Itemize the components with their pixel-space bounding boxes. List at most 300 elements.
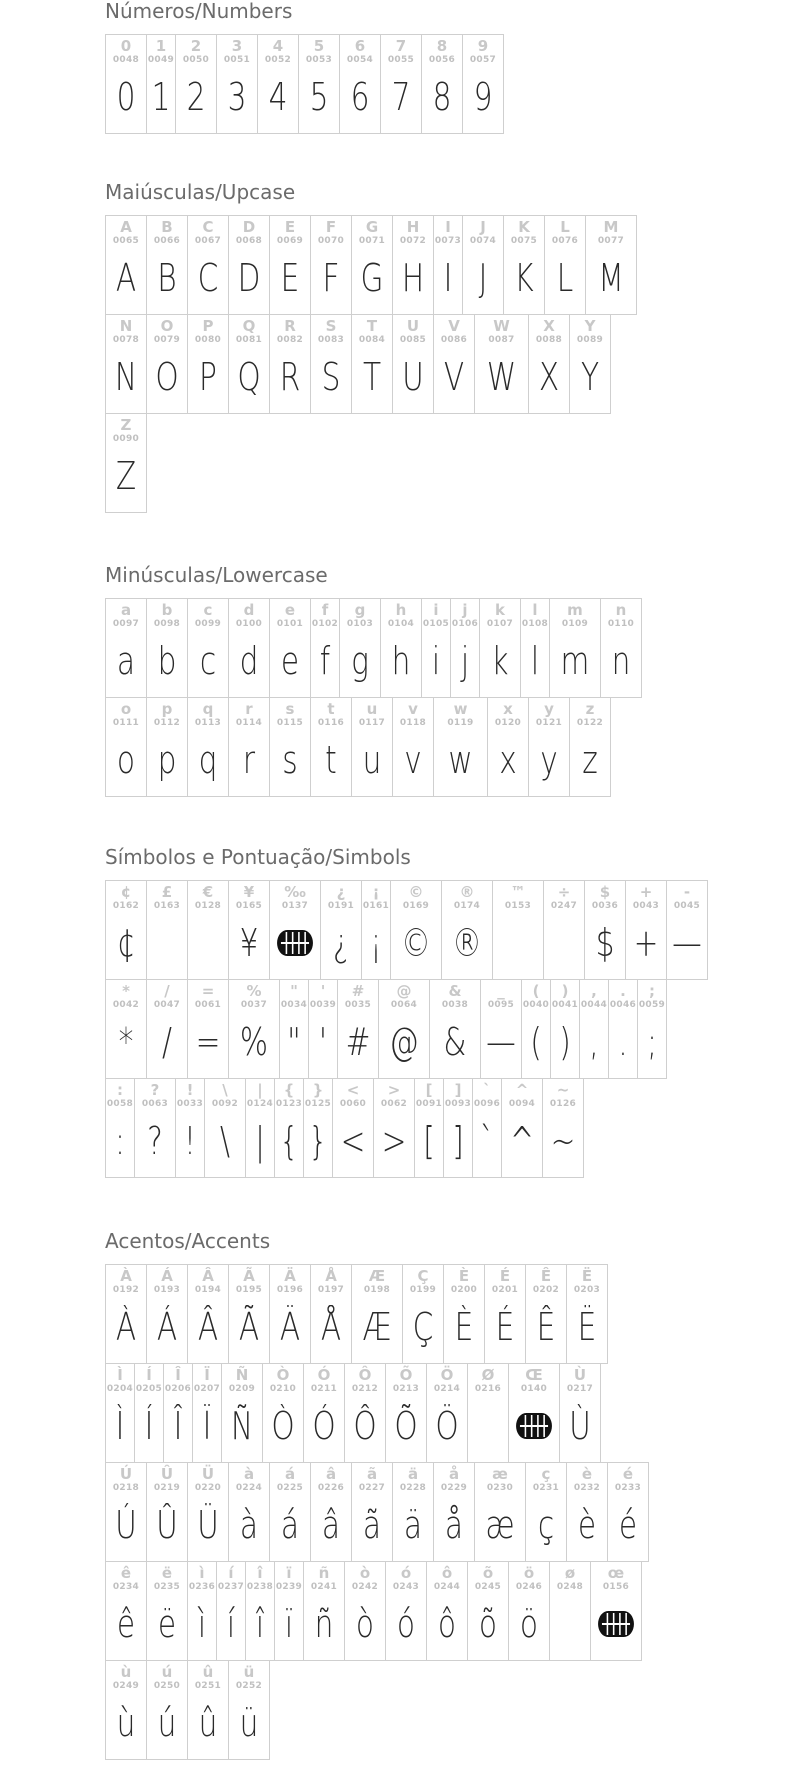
glyph-sample: ? — [147, 1119, 163, 1163]
glyph-row — [105, 979, 707, 1078]
glyph-cell — [492, 880, 544, 980]
glyph-sample: K — [514, 256, 534, 300]
glyph-code: 0052 — [264, 55, 292, 65]
glyph-code: 0128 — [194, 901, 222, 911]
glyph-sample: Î — [173, 1404, 183, 1448]
glyph-cell — [392, 697, 434, 797]
glyph-cell — [569, 697, 611, 797]
glyph-code: 0199 — [409, 1285, 437, 1295]
glyph-code: 0229 — [440, 1483, 468, 1493]
glyph-character-label: Î — [175, 1366, 181, 1384]
glyph-character-label: Ü — [201, 1465, 215, 1483]
glyph-code: 0153 — [504, 901, 532, 911]
glyph-row — [105, 314, 636, 413]
glyph-cell — [443, 1264, 485, 1364]
glyph-character-label: m — [567, 601, 583, 619]
glyph-code: 0248 — [556, 1582, 584, 1592]
glyph-character-label: Ù — [573, 1366, 587, 1384]
glyph-sample: ã — [362, 1503, 382, 1547]
glyph-row — [105, 598, 641, 697]
glyph-cell — [187, 598, 229, 698]
glyph-character-label: # — [351, 982, 365, 1000]
glyph-sample: ï — [284, 1602, 294, 1646]
glyph-sample: > — [381, 1119, 407, 1163]
glyph-code: 0234 — [112, 1582, 140, 1592]
glyph-character-label: p — [161, 700, 173, 718]
glyph-cell — [373, 1078, 415, 1178]
glyph-code: 0231 — [532, 1483, 560, 1493]
glyph-character-label: Ï — [204, 1366, 210, 1384]
glyph-code: 0093 — [444, 1099, 472, 1109]
glyph-cell — [269, 314, 311, 414]
glyph-character-label: ø — [564, 1564, 576, 1582]
glyph-code: 0163 — [153, 901, 181, 911]
glyph-sample: Ü — [197, 1503, 219, 1547]
glyph-character-label: H — [406, 218, 420, 236]
glyph-sample: É — [495, 1305, 515, 1349]
glyph-code: 0219 — [153, 1483, 181, 1493]
glyph-code: 0236 — [188, 1582, 216, 1592]
glyph-sample: x — [499, 738, 517, 782]
glyph-character-label: Ã — [243, 1267, 255, 1285]
glyph-cell — [146, 1561, 188, 1661]
glyph-character-label: O — [160, 317, 174, 335]
glyph-sample: O — [155, 355, 179, 399]
glyph-sample: ê — [116, 1602, 136, 1646]
glyph-code: 0192 — [112, 1285, 140, 1295]
glyph-character-label: Â — [202, 1267, 214, 1285]
glyph-character-label: ë — [161, 1564, 173, 1582]
glyph-sample: / — [162, 1020, 172, 1064]
glyph-cell — [549, 598, 601, 698]
glyph-sample: 6 — [350, 75, 370, 119]
glyph-code: 0205 — [135, 1384, 163, 1394]
glyph-cell — [528, 314, 570, 414]
glyph-section — [105, 1230, 648, 1759]
glyph-cell — [216, 1561, 246, 1661]
glyph-cell — [543, 880, 585, 980]
glyph-sample: % — [239, 1020, 269, 1064]
glyph-character-label: j — [462, 601, 468, 619]
glyph-code: 0106 — [451, 619, 479, 629]
section-title: Símbolos e Pontuação/Simbols — [105, 845, 411, 869]
glyph-character-label: 8 — [436, 37, 448, 55]
glyph-sample: q — [198, 738, 218, 782]
glyph-sample: r — [242, 738, 256, 782]
glyph-cell — [146, 697, 188, 797]
glyph-sample: M — [598, 256, 624, 300]
glyph-cell — [310, 314, 352, 414]
glyph-character-label: Ê — [540, 1267, 552, 1285]
glyph-sample: L — [556, 256, 574, 300]
glyph-code: 0226 — [317, 1483, 345, 1493]
glyph-sample: c — [199, 639, 217, 683]
glyph-sample: ë — [157, 1602, 177, 1646]
glyph-cell — [600, 598, 642, 698]
glyph-code: 0113 — [194, 718, 222, 728]
glyph-sample: Ú — [115, 1503, 137, 1547]
oe-ligature-icon — [276, 929, 313, 957]
glyph-cell — [385, 1363, 427, 1463]
glyph-character-label: Ë — [581, 1267, 593, 1285]
glyph-code: 0239 — [275, 1582, 303, 1592]
glyph-code: 0218 — [112, 1483, 140, 1493]
glyph-character-label: ¥ — [243, 883, 255, 901]
glyph-sample: $ — [595, 921, 615, 965]
glyph-cell — [310, 1264, 352, 1364]
glyph-character-label: © — [408, 883, 424, 901]
glyph-row — [105, 34, 503, 133]
glyph-character-label: t — [327, 700, 335, 718]
glyph-code: 0075 — [510, 236, 538, 246]
glyph-sample: ¥ — [239, 921, 259, 965]
glyph-character-label: D — [242, 218, 256, 236]
glyph-sample: È — [454, 1305, 474, 1349]
glyph-character-label: Ò — [276, 1366, 290, 1384]
glyph-sample: ) — [559, 1020, 571, 1064]
glyph-cell — [337, 979, 379, 1079]
glyph-cell — [187, 314, 229, 414]
glyph-sample: ç — [537, 1503, 555, 1547]
glyph-code: 0243 — [392, 1582, 420, 1592]
glyph-cell — [433, 697, 488, 797]
glyph-sample: ! — [184, 1119, 196, 1163]
glyph-cell — [146, 979, 188, 1079]
glyph-code: 0105 — [422, 619, 450, 629]
glyph-character-label: Œ — [525, 1366, 543, 1384]
glyph-sample: { — [279, 1119, 299, 1163]
glyph-code: 0102 — [311, 619, 339, 629]
glyph-cell — [134, 1363, 164, 1463]
glyph-sample: < — [340, 1119, 366, 1163]
glyph-cell — [105, 1078, 135, 1178]
glyph-cell — [310, 598, 340, 698]
glyph-cell — [245, 1078, 275, 1178]
glyph-sample: Ñ — [230, 1404, 254, 1448]
glyph-character-label: ì — [199, 1564, 205, 1582]
glyph-character-label: á — [284, 1465, 296, 1483]
glyph-sample: F — [322, 256, 340, 300]
glyph-cell — [480, 979, 522, 1079]
glyph-sample — [499, 912, 538, 978]
glyph-cell — [298, 34, 340, 134]
glyph-character-label: È — [458, 1267, 470, 1285]
glyph-character-label: õ — [482, 1564, 494, 1582]
glyph-character-label: ) — [561, 982, 569, 1000]
glyph-character-label: ó — [400, 1564, 412, 1582]
glyph-cell — [474, 1462, 526, 1562]
glyph-cell — [520, 598, 550, 698]
glyph-sample: 0 — [116, 75, 136, 119]
glyph-grid — [105, 1264, 648, 1759]
glyph-sample: à — [239, 1503, 259, 1547]
glyph-character-label: 7 — [395, 37, 407, 55]
glyph-cell — [303, 1363, 345, 1463]
glyph-sample: Ï — [202, 1404, 212, 1448]
glyph-cell — [105, 598, 147, 698]
glyph-code: 0247 — [550, 901, 578, 911]
glyph-row — [105, 1462, 648, 1561]
glyph-code: 0044 — [580, 1000, 608, 1010]
glyph-cell — [528, 697, 570, 797]
glyph-cell — [228, 215, 270, 315]
glyph-code: 0161 — [362, 901, 390, 911]
glyph-character-label: 2 — [190, 37, 202, 55]
glyph-code: 0209 — [228, 1384, 256, 1394]
glyph-character-label: Ö — [440, 1366, 454, 1384]
glyph-cell — [187, 1561, 217, 1661]
glyph-character-label: 3 — [231, 37, 243, 55]
glyph-character-label: À — [120, 1267, 132, 1285]
glyph-grid — [105, 880, 707, 1177]
glyph-code: 0244 — [433, 1582, 461, 1592]
glyph-sample: Y — [580, 355, 600, 399]
glyph-cell — [351, 314, 393, 414]
glyph-sample: = — [195, 1020, 221, 1064]
glyph-cell — [187, 215, 229, 315]
glyph-sample: ` — [479, 1119, 495, 1163]
glyph-character-label: + — [639, 883, 653, 901]
glyph-code: 0224 — [235, 1483, 263, 1493]
glyph-character-label: ¿ — [336, 883, 346, 901]
glyph-sample: 9 — [473, 75, 493, 119]
glyph-character-label: U — [406, 317, 420, 335]
glyph-sample — [554, 1593, 585, 1659]
glyph-cell — [508, 1561, 550, 1661]
glyph-character-label: _ — [497, 982, 505, 1000]
glyph-sample: 4 — [268, 75, 288, 119]
glyph-cell — [105, 413, 147, 513]
glyph-code: 0196 — [276, 1285, 304, 1295]
glyph-cell — [559, 1363, 601, 1463]
glyph-code: 0067 — [194, 236, 222, 246]
glyph-sample: Ì — [115, 1404, 125, 1448]
glyph-code: 0045 — [673, 901, 701, 911]
glyph-character-label: > — [387, 1081, 401, 1099]
glyph-code: 0114 — [235, 718, 263, 728]
glyph-cell — [105, 314, 147, 414]
glyph-row — [105, 1363, 648, 1462]
glyph-cell — [390, 880, 442, 980]
glyph-character-label: ™ — [510, 883, 526, 901]
glyph-character-label: 1 — [155, 37, 167, 55]
glyph-sample: d — [239, 639, 259, 683]
glyph-character-label: ü — [243, 1663, 255, 1681]
glyph-sample: f — [319, 639, 331, 683]
glyph-code: 0200 — [450, 1285, 478, 1295]
glyph-code: 0033 — [176, 1099, 204, 1109]
glyph-code: 0092 — [211, 1099, 239, 1109]
glyph-cell — [308, 979, 338, 1079]
glyph-character-label: € — [202, 883, 214, 901]
glyph-character-label: ( — [532, 982, 540, 1000]
glyph-code: 0059 — [638, 1000, 666, 1010]
glyph-cell — [525, 1264, 567, 1364]
glyph-code: 0066 — [153, 236, 181, 246]
glyph-character-label: â — [325, 1465, 337, 1483]
glyph-cell — [351, 1264, 403, 1364]
glyph-sample: I — [443, 256, 453, 300]
glyph-cell — [221, 1363, 263, 1463]
glyph-cell — [192, 1363, 222, 1463]
glyph-sample: & — [443, 1020, 467, 1064]
glyph-sample: S — [321, 355, 341, 399]
glyph-cell — [550, 979, 580, 1079]
glyph-cell — [269, 598, 311, 698]
glyph-cell — [402, 1264, 444, 1364]
glyph-sample: o — [116, 738, 136, 782]
glyph-character-label: E — [284, 218, 296, 236]
glyph-code: 0091 — [415, 1099, 443, 1109]
glyph-character-label: Ì — [117, 1366, 123, 1384]
glyph-code: 0112 — [153, 718, 181, 728]
glyph-code: 0242 — [351, 1582, 379, 1592]
glyph-code: 0050 — [182, 55, 210, 65]
glyph-code: 0071 — [358, 236, 386, 246]
glyph-sample: ; — [647, 1020, 657, 1064]
glyph-code: 0101 — [276, 619, 304, 629]
glyph-sample: J — [478, 256, 488, 300]
section-title: Acentos/Accents — [105, 1229, 271, 1253]
glyph-sample: ® — [452, 921, 482, 965]
glyph-character-label: ! — [186, 1081, 194, 1099]
glyph-character-label: ã — [366, 1465, 378, 1483]
glyph-code: 0086 — [440, 335, 468, 345]
glyph-character-label: w — [453, 700, 468, 718]
glyph-code: 0100 — [235, 619, 263, 629]
glyph-character-label: œ — [607, 1564, 625, 1582]
glyph-cell — [344, 1561, 386, 1661]
glyph-character-label: n — [615, 601, 627, 619]
glyph-sample: s — [282, 738, 298, 782]
glyph-sample: õ — [478, 1602, 498, 1646]
glyph-sample: + — [633, 921, 659, 965]
glyph-sample: P — [199, 355, 217, 399]
glyph-cell — [351, 1462, 393, 1562]
glyph-sample: C — [197, 256, 219, 300]
glyph-cell — [521, 979, 551, 1079]
glyph-code: 0197 — [317, 1285, 345, 1295]
glyph-character-label: k — [495, 601, 505, 619]
glyph-sample — [548, 912, 579, 978]
glyph-code: 0122 — [576, 718, 604, 728]
glyph-cell — [187, 979, 229, 1079]
glyph-code: 0048 — [112, 55, 140, 65]
glyph-code: 0212 — [351, 1384, 379, 1394]
glyph-cell — [344, 1363, 386, 1463]
glyph-sample: æ — [485, 1503, 515, 1547]
glyph-sample: Í — [144, 1404, 154, 1448]
glyph-cell — [216, 34, 258, 134]
glyph-character-label: K — [518, 218, 530, 236]
glyph-cell — [175, 34, 217, 134]
glyph-cell — [351, 697, 393, 797]
glyph-cell — [579, 979, 609, 1079]
glyph-sample — [472, 1395, 503, 1461]
glyph-code: 0049 — [147, 55, 175, 65]
glyph-character-label: G — [365, 218, 379, 236]
glyph-sample: á — [280, 1503, 300, 1547]
glyph-code: 0074 — [469, 236, 497, 246]
glyph-sample: û — [198, 1701, 218, 1745]
glyph-sample: Ä — [279, 1305, 301, 1349]
glyph-sample: ú — [157, 1701, 177, 1745]
glyph-sample: i — [431, 639, 441, 683]
glyph-sample: 5 — [309, 75, 329, 119]
glyph-cell — [228, 697, 270, 797]
glyph-character-label: Ä — [284, 1267, 296, 1285]
glyph-sample: w — [448, 738, 473, 782]
glyph-code: 0072 — [399, 236, 427, 246]
glyph-character-label: ä — [407, 1465, 419, 1483]
glyph-sample: © — [401, 921, 431, 965]
glyph-character-label: û — [202, 1663, 214, 1681]
glyph-cell — [228, 598, 270, 698]
glyph-sample: . — [618, 1020, 628, 1064]
glyph-cell — [187, 1660, 229, 1760]
glyph-code: 0034 — [280, 1000, 308, 1010]
glyph-character-label: F — [325, 218, 337, 236]
glyph-code: 0038 — [441, 1000, 469, 1010]
glyph-code: 0109 — [561, 619, 589, 629]
glyph-sample: z — [582, 738, 598, 782]
glyph-character-label: é — [622, 1465, 634, 1483]
glyph-cell — [146, 880, 188, 980]
glyph-cell — [421, 598, 451, 698]
glyph-cell — [274, 1078, 304, 1178]
glyph-character-label: M — [603, 218, 619, 236]
glyph-code: 0094 — [508, 1099, 536, 1109]
glyph-sample: b — [157, 639, 177, 683]
glyph-cell — [385, 1561, 427, 1661]
glyph-row — [105, 880, 707, 979]
glyph-code: 0084 — [358, 335, 386, 345]
glyph-code: 0076 — [551, 236, 579, 246]
glyph-character-label: | — [257, 1081, 263, 1099]
glyph-code: 0040 — [522, 1000, 550, 1010]
glyph-character-label: ~ — [556, 1081, 570, 1099]
glyph-code: 0081 — [235, 335, 263, 345]
glyph-cell — [508, 1363, 560, 1463]
glyph-code: 0035 — [344, 1000, 372, 1010]
glyph-character-label: J — [480, 218, 486, 236]
glyph-cell — [303, 1561, 345, 1661]
glyph-code: 0082 — [276, 335, 304, 345]
glyph-cell — [105, 1363, 135, 1463]
glyph-sample: ü — [239, 1701, 259, 1745]
glyph-character-label: ô — [441, 1564, 453, 1582]
glyph-cell — [467, 1561, 509, 1661]
glyph-sample — [597, 1593, 636, 1659]
glyph-cell — [146, 215, 188, 315]
glyph-character-label: 4 — [272, 37, 284, 55]
glyph-cell — [310, 215, 352, 315]
glyph-grid — [105, 34, 503, 133]
glyph-code: 0214 — [433, 1384, 461, 1394]
glyph-code: 0087 — [488, 335, 515, 345]
glyph-character-label: W — [493, 317, 510, 335]
glyph-cell — [361, 880, 391, 980]
glyph-code: 0051 — [223, 55, 251, 65]
glyph-sample: Æ — [362, 1305, 392, 1349]
glyph-cell — [105, 1264, 147, 1364]
glyph-code: 0103 — [346, 619, 374, 629]
glyph-character-label: £ — [161, 883, 173, 901]
glyph-row — [105, 1561, 648, 1660]
glyph-code: 0207 — [193, 1384, 221, 1394]
glyph-code: 0099 — [194, 619, 222, 629]
glyph-cell — [105, 979, 147, 1079]
